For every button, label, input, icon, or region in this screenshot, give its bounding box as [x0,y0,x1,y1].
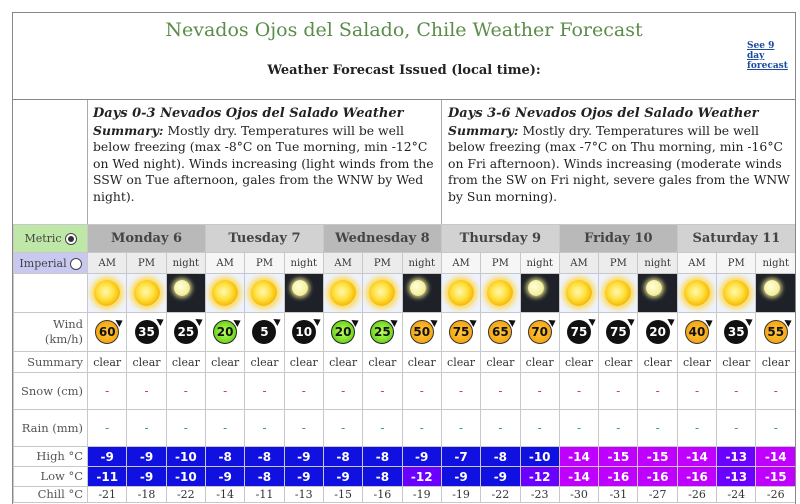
high-temp-cell: -9 [127,447,166,467]
snow-cell: - [756,373,796,410]
sunny-icon [251,280,277,306]
low-temp-cell: -8 [245,467,284,487]
wind-arrow-icon: 35 [135,320,159,344]
period-label: AM [441,253,480,274]
wind-row [14,313,796,352]
period-label: night [638,253,677,274]
summary-cell: clear [599,352,638,373]
page-title: Nevados Ojos del Salado, Chile Weather Forecast [165,19,643,41]
chill-cell: -26 [756,487,796,503]
rain-cell: - [481,410,520,447]
summary-heading: Days 0-3 Nevados Ojos del Salado Weather [93,106,404,121]
sunny-icon [487,280,513,306]
wind-arrow-icon: 50 [410,320,434,344]
wind-arrow-icon: 20 [213,320,237,344]
wind-arrow-icon: 75 [449,320,473,344]
summary-row [13,100,795,226]
day-header: Friday 10 [559,225,677,253]
day-header-row [14,225,796,253]
weather-icon-cell [127,274,166,313]
snow-cell: - [599,373,638,410]
snow-cell: - [481,373,520,410]
wind-cell [166,313,205,352]
sunny-icon [94,280,120,306]
wind-cell [323,313,362,352]
sunny-icon [448,280,474,306]
chill-cell: -15 [323,487,362,503]
low-temp-row [14,467,796,487]
high-temp-cell: -15 [599,447,638,467]
wind-arrow-icon: 5 [252,320,276,344]
wind-cell [284,313,323,352]
rain-cell: - [756,410,796,447]
chill-cell: -24 [717,487,756,503]
chill-row [14,487,796,503]
summary-cell: clear [559,352,598,373]
chill-cell: -23 [520,487,559,503]
high-temp-cell: -7 [441,447,480,467]
period-label: night [284,253,323,274]
period-label: night [402,253,441,274]
sunny-icon [684,280,710,306]
rain-cell: - [638,410,677,447]
low-temp-cell: -9 [323,467,362,487]
wind-cell [127,313,166,352]
summary-text: Mostly dry. Temperatures will be well below freezing (max -8°C on Tue morning, min -12°C on Wed night). Winds increasing (light winds from the SSW on Tue afternoon, gales from the WNW by Wed night). [93,122,434,204]
rain-cell: - [323,410,362,447]
rain-cell: - [127,410,166,447]
summary-text-row [14,352,796,373]
summary-cell: clear [206,352,245,373]
weather-icon-cell [638,274,677,313]
wind-cell [638,313,677,352]
wind-arrow-icon: 20 [646,320,670,344]
summary-label: Summary: [93,122,164,138]
high-temp-cell: -14 [559,447,598,467]
period-row [14,253,796,274]
imperial-toggle[interactable] [14,253,88,274]
rain-cell: - [166,410,205,447]
period-label: AM [677,253,716,274]
summary-cell: clear [756,352,796,373]
chill-cell: -22 [481,487,520,503]
summary-cell: clear [363,352,402,373]
wind-cell [677,313,716,352]
clear-night-icon [292,280,308,296]
rain-cell: - [206,410,245,447]
metric-toggle[interactable] [14,225,88,253]
rain-cell: - [88,410,127,447]
snow-cell: - [717,373,756,410]
rain-cell: - [441,410,480,447]
snow-cell: - [677,373,716,410]
weather-icon-cell [284,274,323,313]
summary-cell: clear [402,352,441,373]
day-header: Thursday 9 [441,225,559,253]
high-temp-cell: -10 [166,447,205,467]
period-label: AM [559,253,598,274]
low-row-label: Low °C [14,467,88,487]
weather-icon-cell [166,274,205,313]
rain-cell: - [599,410,638,447]
summary-cell: clear [677,352,716,373]
chill-cell: -26 [677,487,716,503]
clear-night-icon [646,280,662,296]
day-header: Tuesday 7 [206,225,324,253]
chill-cell: -27 [638,487,677,503]
period-label: AM [206,253,245,274]
period-label: PM [245,253,284,274]
period-label: PM [481,253,520,274]
high-temp-cell: -14 [677,447,716,467]
rain-cell: - [284,410,323,447]
chill-cell: -31 [599,487,638,503]
wind-cell [481,313,520,352]
forecast-table [13,224,796,503]
period-label: PM [717,253,756,274]
low-temp-cell: -12 [402,467,441,487]
rain-cell: - [520,410,559,447]
weather-icon-cell [363,274,402,313]
period-label: night [756,253,796,274]
high-temp-cell: -8 [323,447,362,467]
high-temp-cell: -10 [520,447,559,467]
summary-cell: clear [127,352,166,373]
rain-cell: - [402,410,441,447]
chill-row-label: Chill °C [14,487,88,503]
chill-cell: -19 [402,487,441,503]
period-label: PM [599,253,638,274]
snow-cell: - [166,373,205,410]
summary-cell: clear [481,352,520,373]
low-temp-cell: -15 [756,467,796,487]
metric-label: Metric [24,232,62,245]
snow-cell: - [559,373,598,410]
low-temp-cell: -9 [481,467,520,487]
sunny-icon [212,280,238,306]
weather-icon-cell [206,274,245,313]
clear-night-icon [410,280,426,296]
wind-cell [441,313,480,352]
day-header: Wednesday 8 [323,225,441,253]
wind-cell [206,313,245,352]
low-temp-cell: -9 [127,467,166,487]
high-temp-cell: -9 [284,447,323,467]
wind-arrow-icon: 70 [528,320,552,344]
weather-icon-cell [677,274,716,313]
wind-arrow-icon: 35 [724,320,748,344]
sunny-icon [369,280,395,306]
snow-cell: - [88,373,127,410]
weather-icon-cell [559,274,598,313]
wind-arrow-icon: 55 [764,320,788,344]
wind-arrow-icon: 65 [488,320,512,344]
wind-arrow-icon: 25 [174,320,198,344]
snow-cell: - [402,373,441,410]
sunny-icon [605,280,631,306]
period-label: night [520,253,559,274]
day-header: Monday 6 [88,225,206,253]
chill-cell: -16 [363,487,402,503]
sunny-icon [134,280,160,306]
period-label: PM [127,253,166,274]
weather-icon-cell [88,274,127,313]
high-temp-cell: -13 [717,447,756,467]
snow-row [14,373,796,410]
weather-icon-row-label [14,274,88,313]
rain-cell: - [677,410,716,447]
wind-arrow-icon: 60 [95,320,119,344]
snow-cell: - [638,373,677,410]
low-temp-cell: -12 [520,467,559,487]
chill-cell: -30 [559,487,598,503]
summary-days-3-6 [443,100,796,225]
weather-icon-cell [323,274,362,313]
summary-days-0-3 [88,100,442,225]
snow-cell: - [363,373,402,410]
chill-cell: -21 [88,487,127,503]
high-temp-cell: -8 [363,447,402,467]
clear-night-icon [174,280,190,296]
summary-cell: clear [638,352,677,373]
weather-icon-cell [402,274,441,313]
wind-arrow-icon: 10 [292,320,316,344]
snow-cell: - [127,373,166,410]
summary-cell: clear [520,352,559,373]
imperial-label: Imperial [19,256,67,270]
low-temp-cell: -8 [363,467,402,487]
wind-arrow-icon: 25 [370,320,394,344]
wind-arrow-icon: 20 [331,320,355,344]
clear-night-icon [764,280,780,296]
wind-cell [520,313,559,352]
forecast-header [13,13,795,100]
rain-cell: - [363,410,402,447]
chill-cell: -22 [166,487,205,503]
snow-row-label: Snow (cm) [14,373,88,410]
summary-heading: Days 3-6 Nevados Ojos del Salado Weather [448,106,759,121]
wind-cell [402,313,441,352]
sunny-icon [566,280,592,306]
chill-cell: -13 [284,487,323,503]
wind-cell [245,313,284,352]
day-header: Saturday 11 [677,225,795,253]
chill-cell: -11 [245,487,284,503]
weather-icon-cell [520,274,559,313]
period-label: night [166,253,205,274]
snow-cell: - [520,373,559,410]
high-temp-cell: -8 [206,447,245,467]
issued-time-label: Weather Forecast Issued (local time): [267,63,541,78]
low-temp-cell: -13 [717,467,756,487]
summary-cell: clear [323,352,362,373]
wind-cell [88,313,127,352]
wind-row-label: Wind (km/h) [14,313,88,352]
weather-icon-cell [599,274,638,313]
low-temp-cell: -10 [166,467,205,487]
period-label: AM [323,253,362,274]
summary-cell: clear [717,352,756,373]
weather-icon-cell [441,274,480,313]
summary-cell: clear [166,352,205,373]
period-label: AM [88,253,127,274]
summary-cell: clear [441,352,480,373]
high-temp-cell: -14 [756,447,796,467]
weather-icon-cell [717,274,756,313]
summary-row-label: Summary [14,352,88,373]
rain-cell: - [717,410,756,447]
period-label: PM [363,253,402,274]
high-row-label: High °C [14,447,88,467]
low-temp-cell: -16 [638,467,677,487]
snow-cell: - [323,373,362,410]
high-temp-cell: -9 [88,447,127,467]
metric-radio[interactable] [65,233,77,245]
chill-cell: -19 [441,487,480,503]
wind-cell [559,313,598,352]
summary-cell: clear [245,352,284,373]
low-temp-cell: -16 [599,467,638,487]
summary-cell: clear [284,352,323,373]
snow-cell: - [206,373,245,410]
snow-cell: - [245,373,284,410]
rain-row-label: Rain (mm) [14,410,88,447]
chill-cell: -18 [127,487,166,503]
rain-cell: - [559,410,598,447]
wind-arrow-icon: 75 [567,320,591,344]
high-temp-cell: -9 [402,447,441,467]
low-temp-cell: -16 [677,467,716,487]
clear-night-icon [528,280,544,296]
low-temp-cell: -14 [559,467,598,487]
summary-text: Mostly dry. Temperatures will be well below freezing (max -7°C on Thu morning, min -16°C on Fri afternoon). Winds increasing (moderate winds from the SW on Fri night, severe gales from the WNW by Sun morning). [448,122,790,204]
wind-cell [717,313,756,352]
forecast-frame [12,12,796,504]
wind-arrow-icon: 40 [685,320,709,344]
wind-cell [756,313,796,352]
sunny-icon [723,280,749,306]
rain-row [14,410,796,447]
high-temp-row [14,447,796,467]
summary-label: Summary: [448,122,519,138]
wind-cell [363,313,402,352]
see-9-day-forecast-link[interactable]: See 9 day forecast [747,41,788,71]
snow-cell: - [441,373,480,410]
summary-cell: clear [88,352,127,373]
high-temp-cell: -15 [638,447,677,467]
weather-icon-row [14,274,796,313]
low-temp-cell: -9 [206,467,245,487]
chill-cell: -14 [206,487,245,503]
low-temp-cell: -9 [441,467,480,487]
wind-cell [599,313,638,352]
low-temp-cell: -11 [88,467,127,487]
weather-icon-cell [756,274,796,313]
snow-cell: - [284,373,323,410]
sunny-icon [330,280,356,306]
low-temp-cell: -9 [284,467,323,487]
rain-cell: - [245,410,284,447]
high-temp-cell: -8 [245,447,284,467]
high-temp-cell: -8 [481,447,520,467]
wind-arrow-icon: 75 [606,320,630,344]
weather-icon-cell [481,274,520,313]
summary-row-spacer [13,100,88,225]
imperial-radio[interactable] [70,258,82,270]
weather-icon-cell [245,274,284,313]
